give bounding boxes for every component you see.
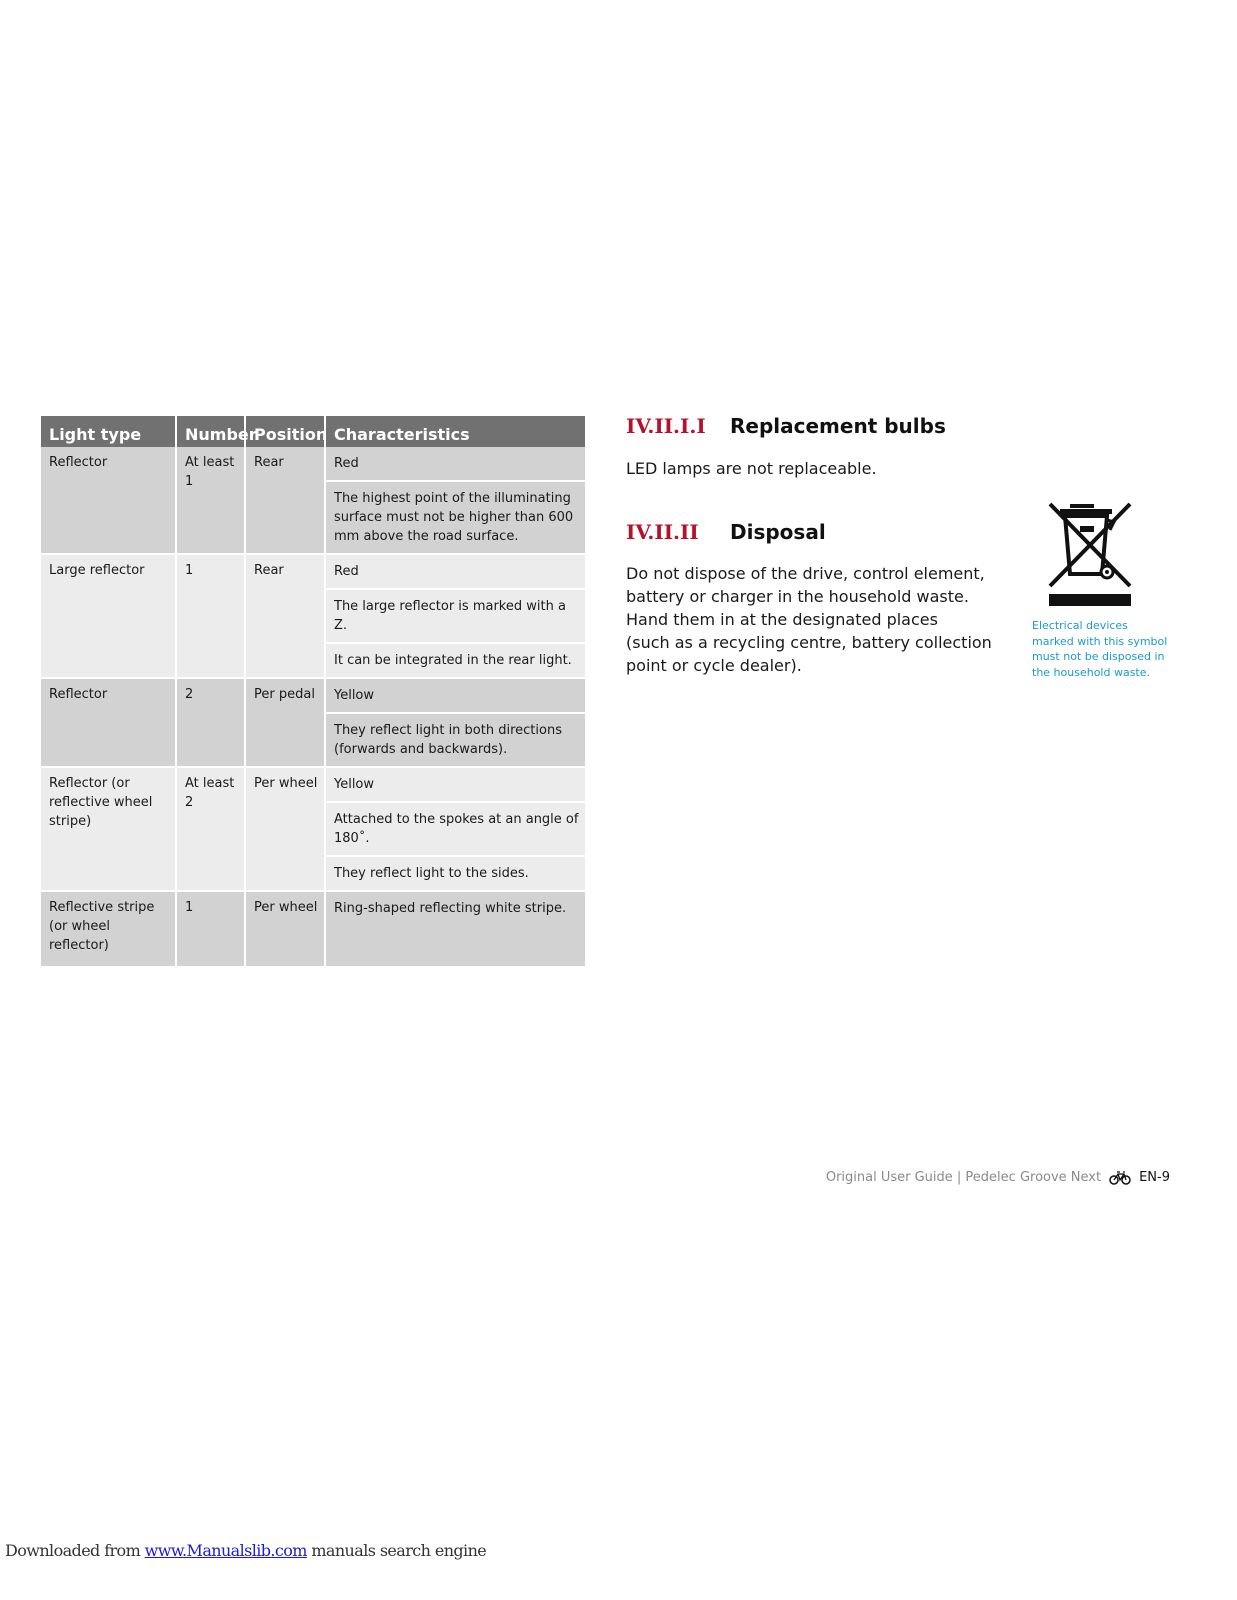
download-suffix: manuals search engine bbox=[306, 1541, 487, 1560]
cell-characteristic: It can be integrated in the rear light. bbox=[326, 644, 585, 679]
cell-number: 2 bbox=[177, 679, 246, 768]
disposal-text-1: Do not dispose of the drive, control element, battery or charger in the household waste. bbox=[626, 564, 985, 606]
page-footer bbox=[826, 1170, 1170, 1185]
header-characteristics: Characteristics bbox=[326, 416, 585, 447]
cell-position: Rear bbox=[246, 447, 326, 555]
manualslib-link[interactable]: www.Manualslib.com bbox=[144, 1541, 307, 1560]
cell-number: 1 bbox=[177, 892, 246, 968]
cell-light-type: Reflector (or reflective wheel stripe) bbox=[41, 768, 177, 892]
cell-characteristic: They reflect light in both directions (forwards and backwards). bbox=[326, 714, 585, 768]
page-number: EN-9 bbox=[1139, 1170, 1170, 1185]
cell-characteristic: Yellow bbox=[326, 679, 585, 714]
cell-characteristic: The large reflector is marked with a Z. bbox=[326, 590, 585, 644]
section-number-disposal: IV.II.II bbox=[626, 520, 699, 544]
table-row bbox=[41, 447, 585, 482]
cell-characteristic: Yellow bbox=[326, 768, 585, 803]
cell-light-type: Large reflector bbox=[41, 555, 177, 679]
cell-number: 1 bbox=[177, 555, 246, 679]
table-row bbox=[41, 555, 585, 590]
weee-caption: Electrical devices marked with this symbol must not be disposed in the household waste. bbox=[1032, 619, 1168, 679]
table-row bbox=[41, 679, 585, 714]
section-title-replacement-bulbs: Replacement bulbs bbox=[730, 414, 946, 438]
cell-position: Per pedal bbox=[246, 679, 326, 768]
cell-characteristic: They reflect light to the sides. bbox=[326, 857, 585, 892]
header-number: Number bbox=[177, 416, 246, 447]
cell-characteristic: Ring-shaped reflecting white stripe. bbox=[326, 892, 585, 968]
footer-text: Original User Guide | Pedelec Groove Next bbox=[825, 1170, 1102, 1185]
section-title-disposal: Disposal bbox=[730, 520, 826, 544]
cell-position: Rear bbox=[246, 555, 326, 679]
disposal-text-2: Hand them in at the designated places bbox=[626, 610, 938, 629]
table-header-row bbox=[41, 416, 585, 447]
disposal-text-3: (such as a recycling centre, battery collection point or cycle dealer). bbox=[626, 633, 992, 675]
cell-number: At least 1 bbox=[177, 447, 246, 555]
download-banner bbox=[5, 1541, 486, 1560]
table-row bbox=[41, 892, 585, 968]
header-position: Position bbox=[246, 416, 326, 447]
cell-characteristic: Red bbox=[326, 555, 585, 590]
cell-light-type: Reflector bbox=[41, 447, 177, 555]
crossed-out-wheelie-bin-icon bbox=[1040, 500, 1140, 610]
bicycle-icon bbox=[1109, 1171, 1131, 1185]
cell-number: At least 2 bbox=[177, 768, 246, 892]
cell-light-type: Reflective stripe (or wheel reflector) bbox=[41, 892, 177, 968]
table-row bbox=[41, 768, 585, 803]
cell-light-type: Reflector bbox=[41, 679, 177, 768]
replacement-bulbs-text: LED lamps are not replaceable. bbox=[626, 459, 877, 478]
cell-characteristic: Red bbox=[326, 447, 585, 482]
header-light-type: Light type bbox=[41, 416, 177, 447]
cell-characteristic: The highest point of the illuminating surface must not be higher than 600 mm above the road surface. bbox=[326, 482, 585, 555]
section-number-replacement-bulbs: IV.II.I.I bbox=[626, 414, 706, 438]
cell-characteristic: Attached to the spokes at an angle of 180˚. bbox=[326, 803, 585, 857]
download-prefix: Downloaded from bbox=[5, 1541, 145, 1560]
cell-position: Per wheel bbox=[246, 768, 326, 892]
light-requirements-table bbox=[41, 416, 585, 968]
cell-position: Per wheel bbox=[246, 892, 326, 968]
